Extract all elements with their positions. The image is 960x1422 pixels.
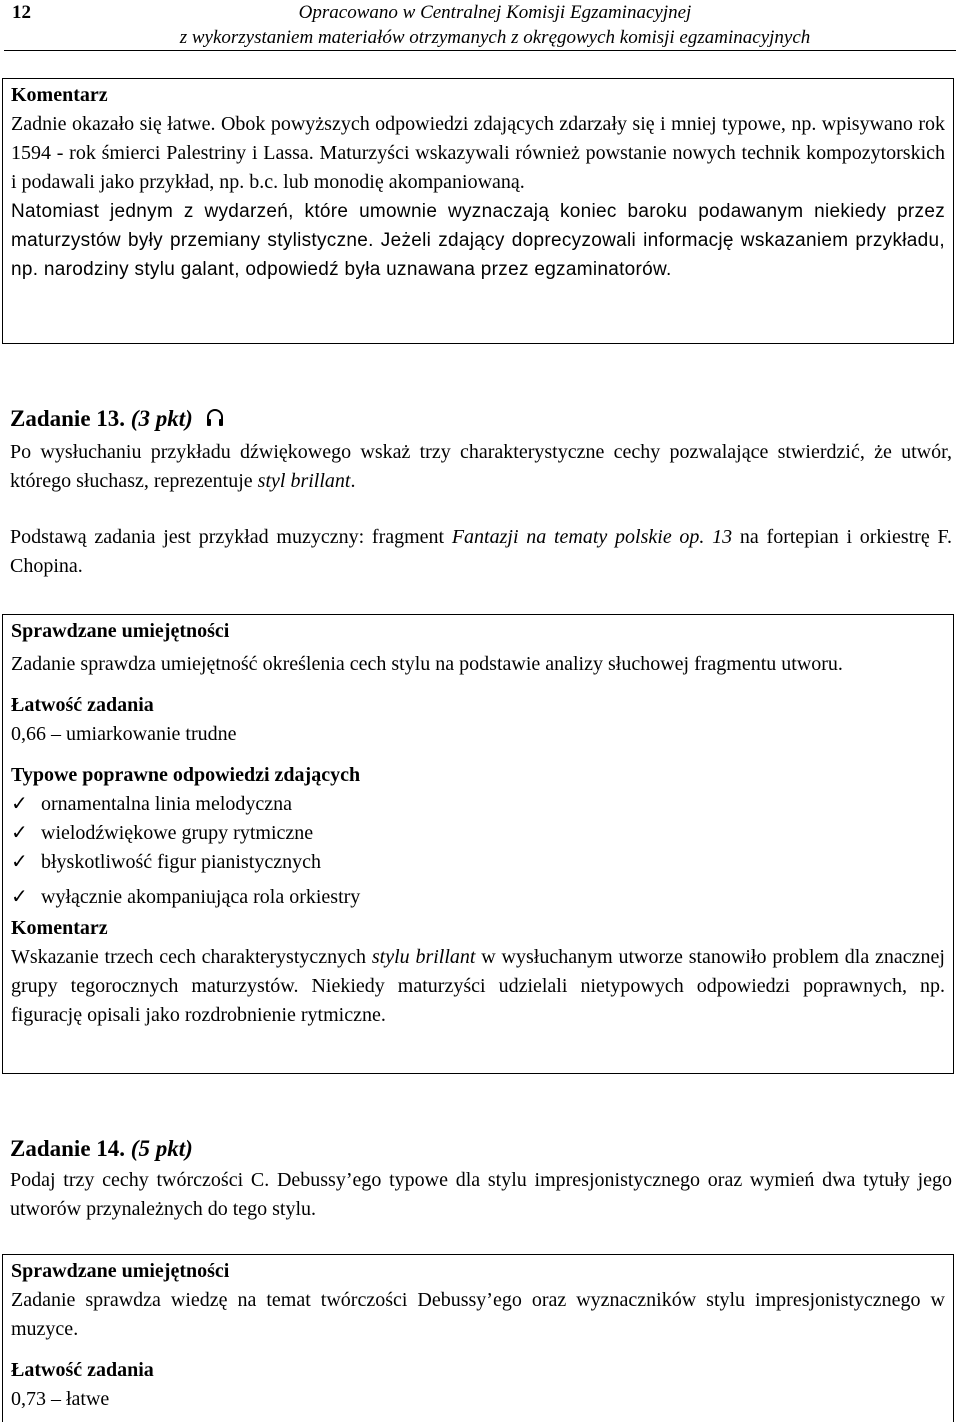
comment-box-task12	[2, 78, 954, 344]
task13-heading	[10, 404, 952, 436]
task14-instruction: Podaj trzy cechy twórczości C. Debussy’ego typowe dla stylu impresjonistycznego oraz wymień dwa tytuły jego utworów przynależnych do tego stylu.	[10, 1169, 952, 1220]
task13-difficulty-value: 0,66 – umiarkowanie trudne	[11, 723, 237, 745]
answer-text: ornamentalna linia melodyczna	[41, 793, 293, 815]
header-rule	[4, 50, 956, 51]
answer-text: błyskotliwość figur pianistycznych	[41, 851, 321, 873]
task13-comment-start: Wskazanie trzech cech charakterystycznych	[11, 946, 372, 968]
headphones-icon	[205, 406, 225, 436]
task13-points: (3 pkt)	[130, 406, 193, 431]
page-header	[0, 0, 960, 50]
task14-skills-label: Sprawdzane umiejętności	[11, 1260, 230, 1282]
task14-details-box	[2, 1254, 954, 1422]
task14-difficulty-value: 0,73 – łatwe	[11, 1388, 110, 1410]
task13-comment-label: Komentarz	[11, 917, 108, 939]
comment-label: Komentarz	[11, 84, 108, 106]
page-number: 12	[12, 2, 31, 23]
header-line-1: Opracowano w Centralnej Komisji Egzaminacyjnej	[298, 2, 692, 23]
answer-text: wielodźwiękowe grupy rytmiczne	[41, 822, 314, 844]
task14-difficulty-label: Łatwość zadania	[11, 1359, 154, 1381]
task13-instruction-text: Po wysłuchaniu przykładu dźwiękowego wskaż trzy charakterystyczne cechy pozwalające stwierdzić, że utwór, którego słuchasz, reprezentuje	[10, 440, 952, 492]
task13-comment-end: w wysłuchanym utworze stanowiło problem dla znacznej grupy tegorocznych maturzystów. Niekiedy maturzyści udzielali nietypowych odpowiedzi poprawnych, np. figurację opisali jako rozdrobnienie rytmiczne.	[11, 946, 945, 1026]
task13-basis-italic: Fantazji na tematy polskie op. 13	[451, 525, 733, 548]
task14-skills-text: Zadanie sprawdza wiedzę na temat twórczości Debussy’ego oraz wyznaczników stylu impresjonistycznego w muzyce.	[11, 1289, 945, 1340]
task13-comment-text	[11, 943, 945, 1030]
task13-basis	[10, 523, 952, 581]
answer-text: wyłącznie akompaniująca rola orkiestry	[41, 886, 361, 908]
task13-details-box	[2, 614, 954, 1074]
task13-comment-italic: stylu brillant	[371, 946, 476, 968]
task13-answers-label: Typowe poprawne odpowiedzi zdających	[11, 764, 361, 786]
task13-instruction	[10, 438, 952, 496]
task13-basis-end: na fortepian i orkiestrę F. Chopina.	[10, 525, 952, 577]
task13-intro	[10, 404, 952, 581]
task13-skills-label: Sprawdzane umiejętności	[11, 620, 230, 642]
task13-instruction-end: .	[350, 469, 356, 492]
list-item	[11, 883, 945, 912]
list-item	[11, 848, 945, 877]
check-icon: ✓	[11, 851, 28, 873]
task13-answers-list	[11, 790, 945, 912]
task13-title: Zadanie 13.	[10, 406, 126, 431]
task13-instruction-italic: styl brillant	[257, 469, 351, 492]
check-icon: ✓	[11, 822, 28, 844]
task13-skills-text: Zadanie sprawdza umiejętność określenia cech stylu na podstawie analizy słuchowej fragmentu utworu.	[11, 653, 843, 675]
comment-paragraph-2: Natomiast jednym z wydarzeń, które umownie wyznaczają koniec baroku podawanym niekiedy przez maturzystów były przemiany stylistyczne. Jeżeli zdający doprecyzowali informację wskazaniem przykładu, np. narodziny stylu galant, odpowiedź była uznawana przez egzaminatorów.	[11, 201, 945, 280]
comment-paragraph-1: Zadnie okazało się łatwe. Obok powyższych odpowiedzi zdających zdarzały się i mniej typowe, np. wpisywano rok 1594 - rok śmierci Palestriny i Lassa. Maturzyści wskazywali również powstanie nowych technik kompozytorskich i podawali jako przykład, np. b.c. lub monodię akompaniowaną.	[11, 113, 945, 193]
task14-intro	[10, 1134, 952, 1224]
task14-title: Zadanie 14.	[10, 1136, 126, 1161]
task14-points: (5 pkt)	[130, 1136, 193, 1161]
check-icon: ✓	[11, 793, 28, 815]
check-icon: ✓	[11, 886, 28, 908]
header-caption	[0, 0, 960, 50]
task14-heading	[10, 1134, 952, 1164]
task13-basis-text: Podstawą zadania jest przykład muzyczny: fragment	[10, 525, 452, 548]
task13-difficulty-label: Łatwość zadania	[11, 694, 154, 716]
list-item	[11, 790, 945, 819]
header-line-2: z wykorzystaniem materiałów otrzymanych z okręgowych komisji egzaminacyjnych	[179, 27, 811, 48]
list-item	[11, 819, 945, 848]
